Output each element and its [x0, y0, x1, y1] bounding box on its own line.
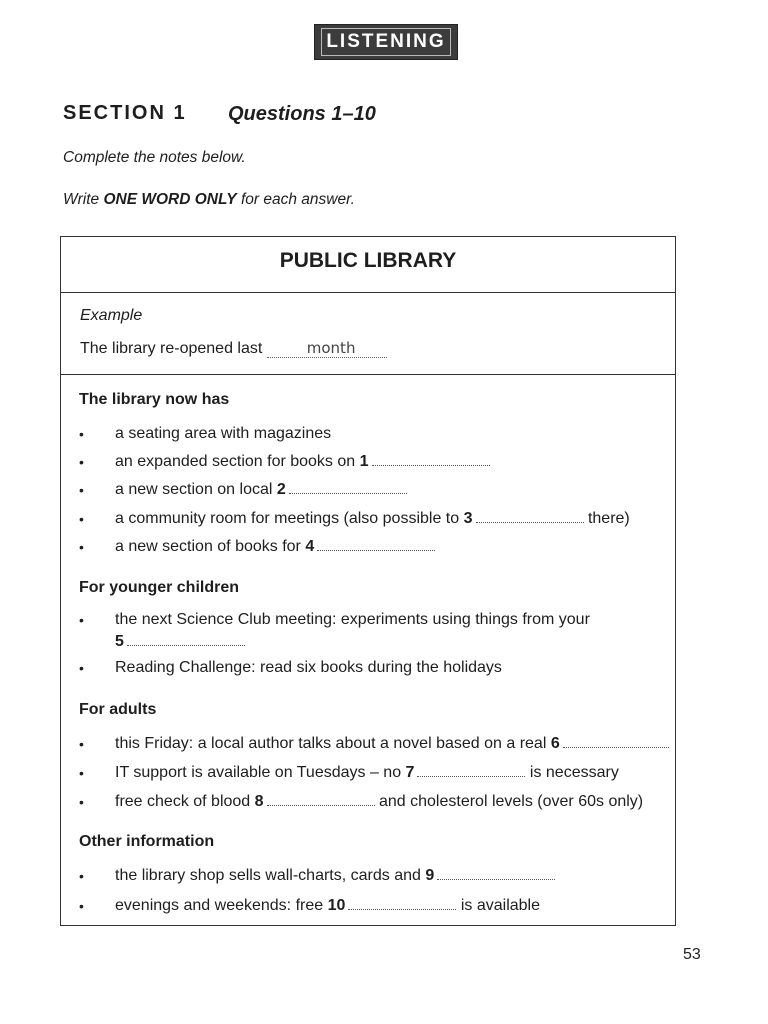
bullet-icon: • — [79, 898, 84, 914]
divider — [61, 292, 675, 293]
bullet-icon: • — [79, 482, 84, 498]
answer-blank-4[interactable] — [317, 549, 435, 551]
notes-box — [60, 236, 676, 926]
bullet-icon: • — [79, 539, 84, 555]
bullet-icon: • — [79, 736, 84, 752]
bullet-icon: • — [79, 511, 84, 527]
page-number: 53 — [683, 946, 701, 963]
instruction-text: for each answer. — [236, 191, 355, 208]
bullet-icon: • — [79, 765, 84, 781]
bullet-icon: • — [79, 660, 84, 676]
item-text: the library shop sells wall-charts, cards and — [115, 867, 426, 884]
instruction-text: Write — [63, 191, 104, 208]
group-title: Other information — [79, 833, 215, 850]
example-line — [80, 339, 387, 358]
bullet-icon: • — [79, 794, 84, 810]
item-text: a new section on local — [115, 481, 277, 498]
item-text: free check of blood — [115, 793, 255, 810]
item-text: there) — [583, 510, 630, 527]
divider — [61, 374, 675, 375]
box-title: PUBLIC LIBRARY — [279, 249, 457, 272]
instruction-line-2 — [63, 191, 355, 209]
item-text: an expanded section for books on — [115, 453, 360, 470]
section-heading: SECTION 1 — [63, 102, 187, 124]
questions-range: Questions 1–10 — [228, 103, 376, 125]
banner-label: LISTENING — [321, 28, 450, 56]
answer-blank-9[interactable] — [437, 878, 555, 880]
item-text: is available — [456, 897, 540, 914]
answer-blank-8[interactable] — [267, 804, 375, 806]
group-title: For adults — [79, 701, 157, 718]
bullet-icon: • — [79, 868, 84, 884]
item-text: IT support is available on Tuesdays – no — [115, 764, 406, 781]
answer-blank-5[interactable] — [127, 644, 245, 646]
example-answer: month — [267, 339, 388, 358]
bullet-icon: • — [79, 454, 84, 470]
question-number: 2 — [276, 481, 286, 498]
bullet-icon: • — [79, 612, 84, 628]
item-text: a seating area with magazines — [115, 425, 332, 442]
question-number: 9 — [425, 867, 435, 884]
answer-blank-7[interactable] — [417, 775, 525, 777]
question-number: 3 — [463, 510, 473, 527]
question-number: 1 — [359, 453, 369, 470]
instruction-line-1: Complete the notes below. — [63, 149, 246, 166]
question-number: 4 — [305, 538, 315, 555]
answer-blank-1[interactable] — [372, 464, 490, 466]
question-number: 6 — [550, 735, 560, 752]
answer-blank-6[interactable] — [563, 746, 669, 748]
item-text: the next Science Club meeting: experiments using things from your — [115, 611, 590, 628]
item-text: is necessary — [525, 764, 619, 781]
item-text: a community room for meetings (also possible to — [115, 510, 464, 527]
question-number: 10 — [327, 897, 346, 914]
example-label: Example — [80, 307, 143, 324]
bullet-icon: • — [79, 426, 84, 442]
question-number: 5 — [115, 633, 124, 650]
item-text: this Friday: a local author talks about a novel based on a real — [115, 735, 551, 752]
answer-blank-10[interactable] — [348, 908, 456, 910]
item-text: evenings and weekends: free — [115, 897, 328, 914]
item-text: a new section of books for — [115, 538, 306, 555]
group-title: For younger children — [79, 579, 240, 596]
item-text: and cholesterol levels (over 60s only) — [374, 793, 644, 810]
question-number: 8 — [254, 793, 264, 810]
answer-blank-2[interactable] — [289, 492, 407, 494]
group-title: The library now has — [79, 391, 230, 408]
instruction-emphasis: ONE WORD ONLY — [103, 191, 237, 208]
question-number: 7 — [405, 764, 415, 781]
answer-blank-3[interactable] — [476, 521, 584, 523]
example-text: The library re-opened last — [80, 340, 267, 357]
listening-banner — [314, 24, 458, 60]
item-text: Reading Challenge: read six books during the holidays — [115, 659, 502, 676]
